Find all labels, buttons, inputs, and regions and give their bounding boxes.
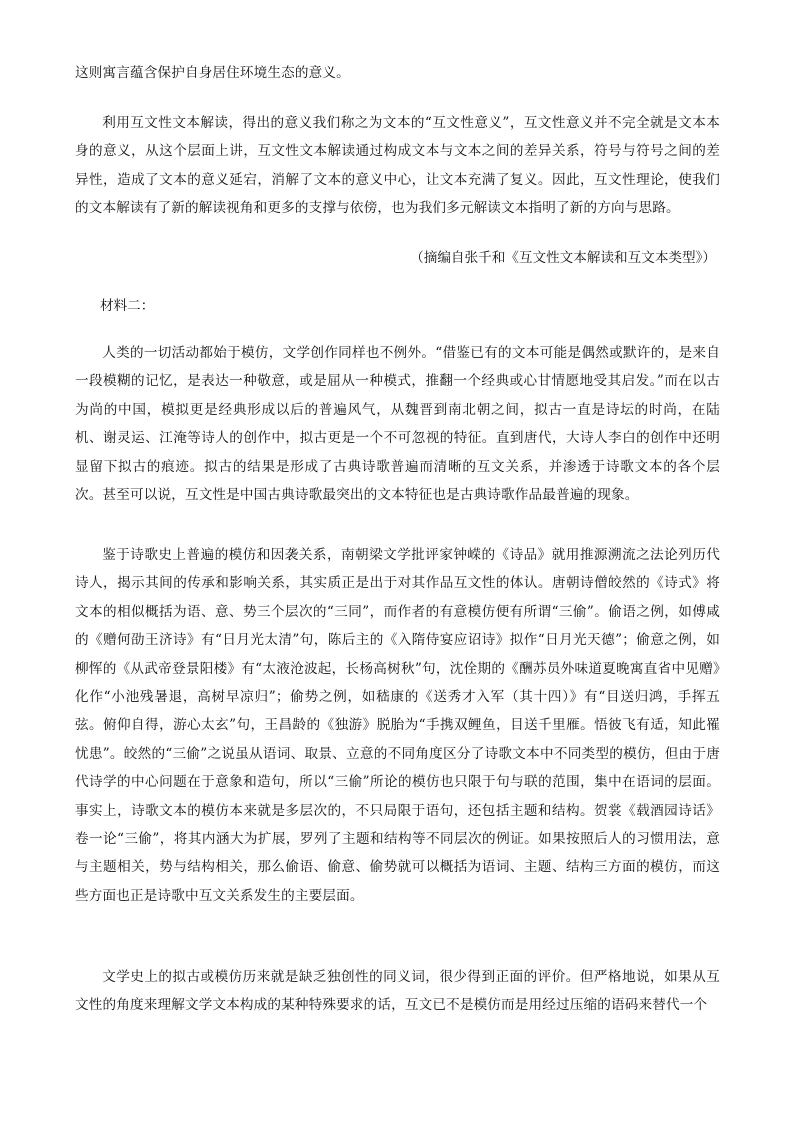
paragraph-literary-history: 文学史上的拟古或模仿历来就是缺乏独创性的同义词，很少得到正面的评价。但严格地说，如果从互文性的角度来理解文学文本构成的某种特殊要求的话，互文已不是模仿而是用经过压缩的语码来替代一个 — [75, 969, 720, 1014]
section-label-material-two: 材料二： — [100, 298, 155, 314]
paragraph-intro-ending: 这则寓言蕴含保护自身居住环境生态的意义。 — [75, 65, 350, 81]
paragraph-intertextual-meaning: 利用互文性文本解读，得出的意义我们称之为文本的“互文性意义”，互文性意义并不完全就是文本本身的意义，从这个层面上讲，互文性文本解读通过构成文本与文本之间的差异关系，符号与符号之间的差异性，造成了文本的意义延宕，消解了文本的意义中心，让文本充满了复义。因此，互文性理论，使我们的文本解读有了新的解读视角和更多的支撑与依傍，也为我们多元解读文本指明了新的方向与思路。 — [75, 115, 720, 217]
source-citation: （摘编自张千和《互文性文本解读和互文本类型》） — [410, 250, 716, 266]
paragraph-imitation: 人类的一切活动都始于模仿，文学创作同样也不例外。“借鉴已有的文本可能是偶然或默许的，是来自一段模糊的记忆，是表达一种敬意，或是屈从一种模式，推翻一个经典或心甘情愿地受其启发。”而在以古为尚的中国，模拟更是经典形成以后的普遍风气，从魏晋到南北朝之间，拟古一直是诗坛的时尚，在陆机、谢灵运、江淹等诗人的创作中，拟古更是一个不可忽视的特征。直到唐代，大诗人李白的创作中还明显留下拟古的痕迹。拟古的结果是形成了古典诗歌普遍而清晰的互文关系，并渗透于诗歌文本的各个层次。甚至可以说，互文性是中国古典诗歌最突出的文本特征也是古典诗歌作品最普遍的现象。 — [75, 345, 720, 504]
paragraph-three-thefts: 鉴于诗歌史上普遍的模仿和因袭关系，南朝梁文学批评家钟嵘的《诗品》就用推源溯流之法论列历代诗人，揭示其间的传承和影响关系，其实质正是出于对其作品互文性的体认。唐朝诗僧皎然的《诗式》将文本的相似概括为语、意、势三个层次的“三同”，而作者的有意模仿便有所谓“三偷”。偷语之例，如傅咸的《赠何劭王济诗》有“日月光太清”句，陈后主的《入隋侍宴应诏诗》拟作“日月光天德”；偷意之例，如柳恽的《从武帝登景阳楼》有“太液沧波起，长杨高树秋”句，沈佺期的《酬苏员外味道夏晚寓直省中见赠》化作“小池残暑退，高树早凉归”；偷势之例，如嵇康的《送秀才入军（其十四）》有“目送归鸿，手挥五弦。俯仰自得，游心太玄”句，王昌龄的《独游》脱胎为“手携双鲤鱼，目送千里雁。悟彼飞有适，知此罹忧患”。皎然的“三偷”之说虽从语词、取景、立意的不同角度区分了诗歌文本中不同类型的模仿，但由于唐代诗学的中心问题在于意象和造句，所以“三偷”所论的模仿也只限于句与联的范围，集中在语词的层面。事实上，诗歌文本的模仿本来就是多层次的，不只局限于语句，还包括主题和结构。贺裳《载酒园诗话》卷一论“三偷”，将其内涵大为扩展，罗列了主题和结构等不同层次的例证。如果按照后人的习惯用法，意与主题相关，势与结构相关，那么偷语、偷意、偷势就可以概括为语词、主题、结构三方面的模仿，而这些方面也正是诗歌中互文关系发生的主要层面。 — [75, 547, 720, 904]
